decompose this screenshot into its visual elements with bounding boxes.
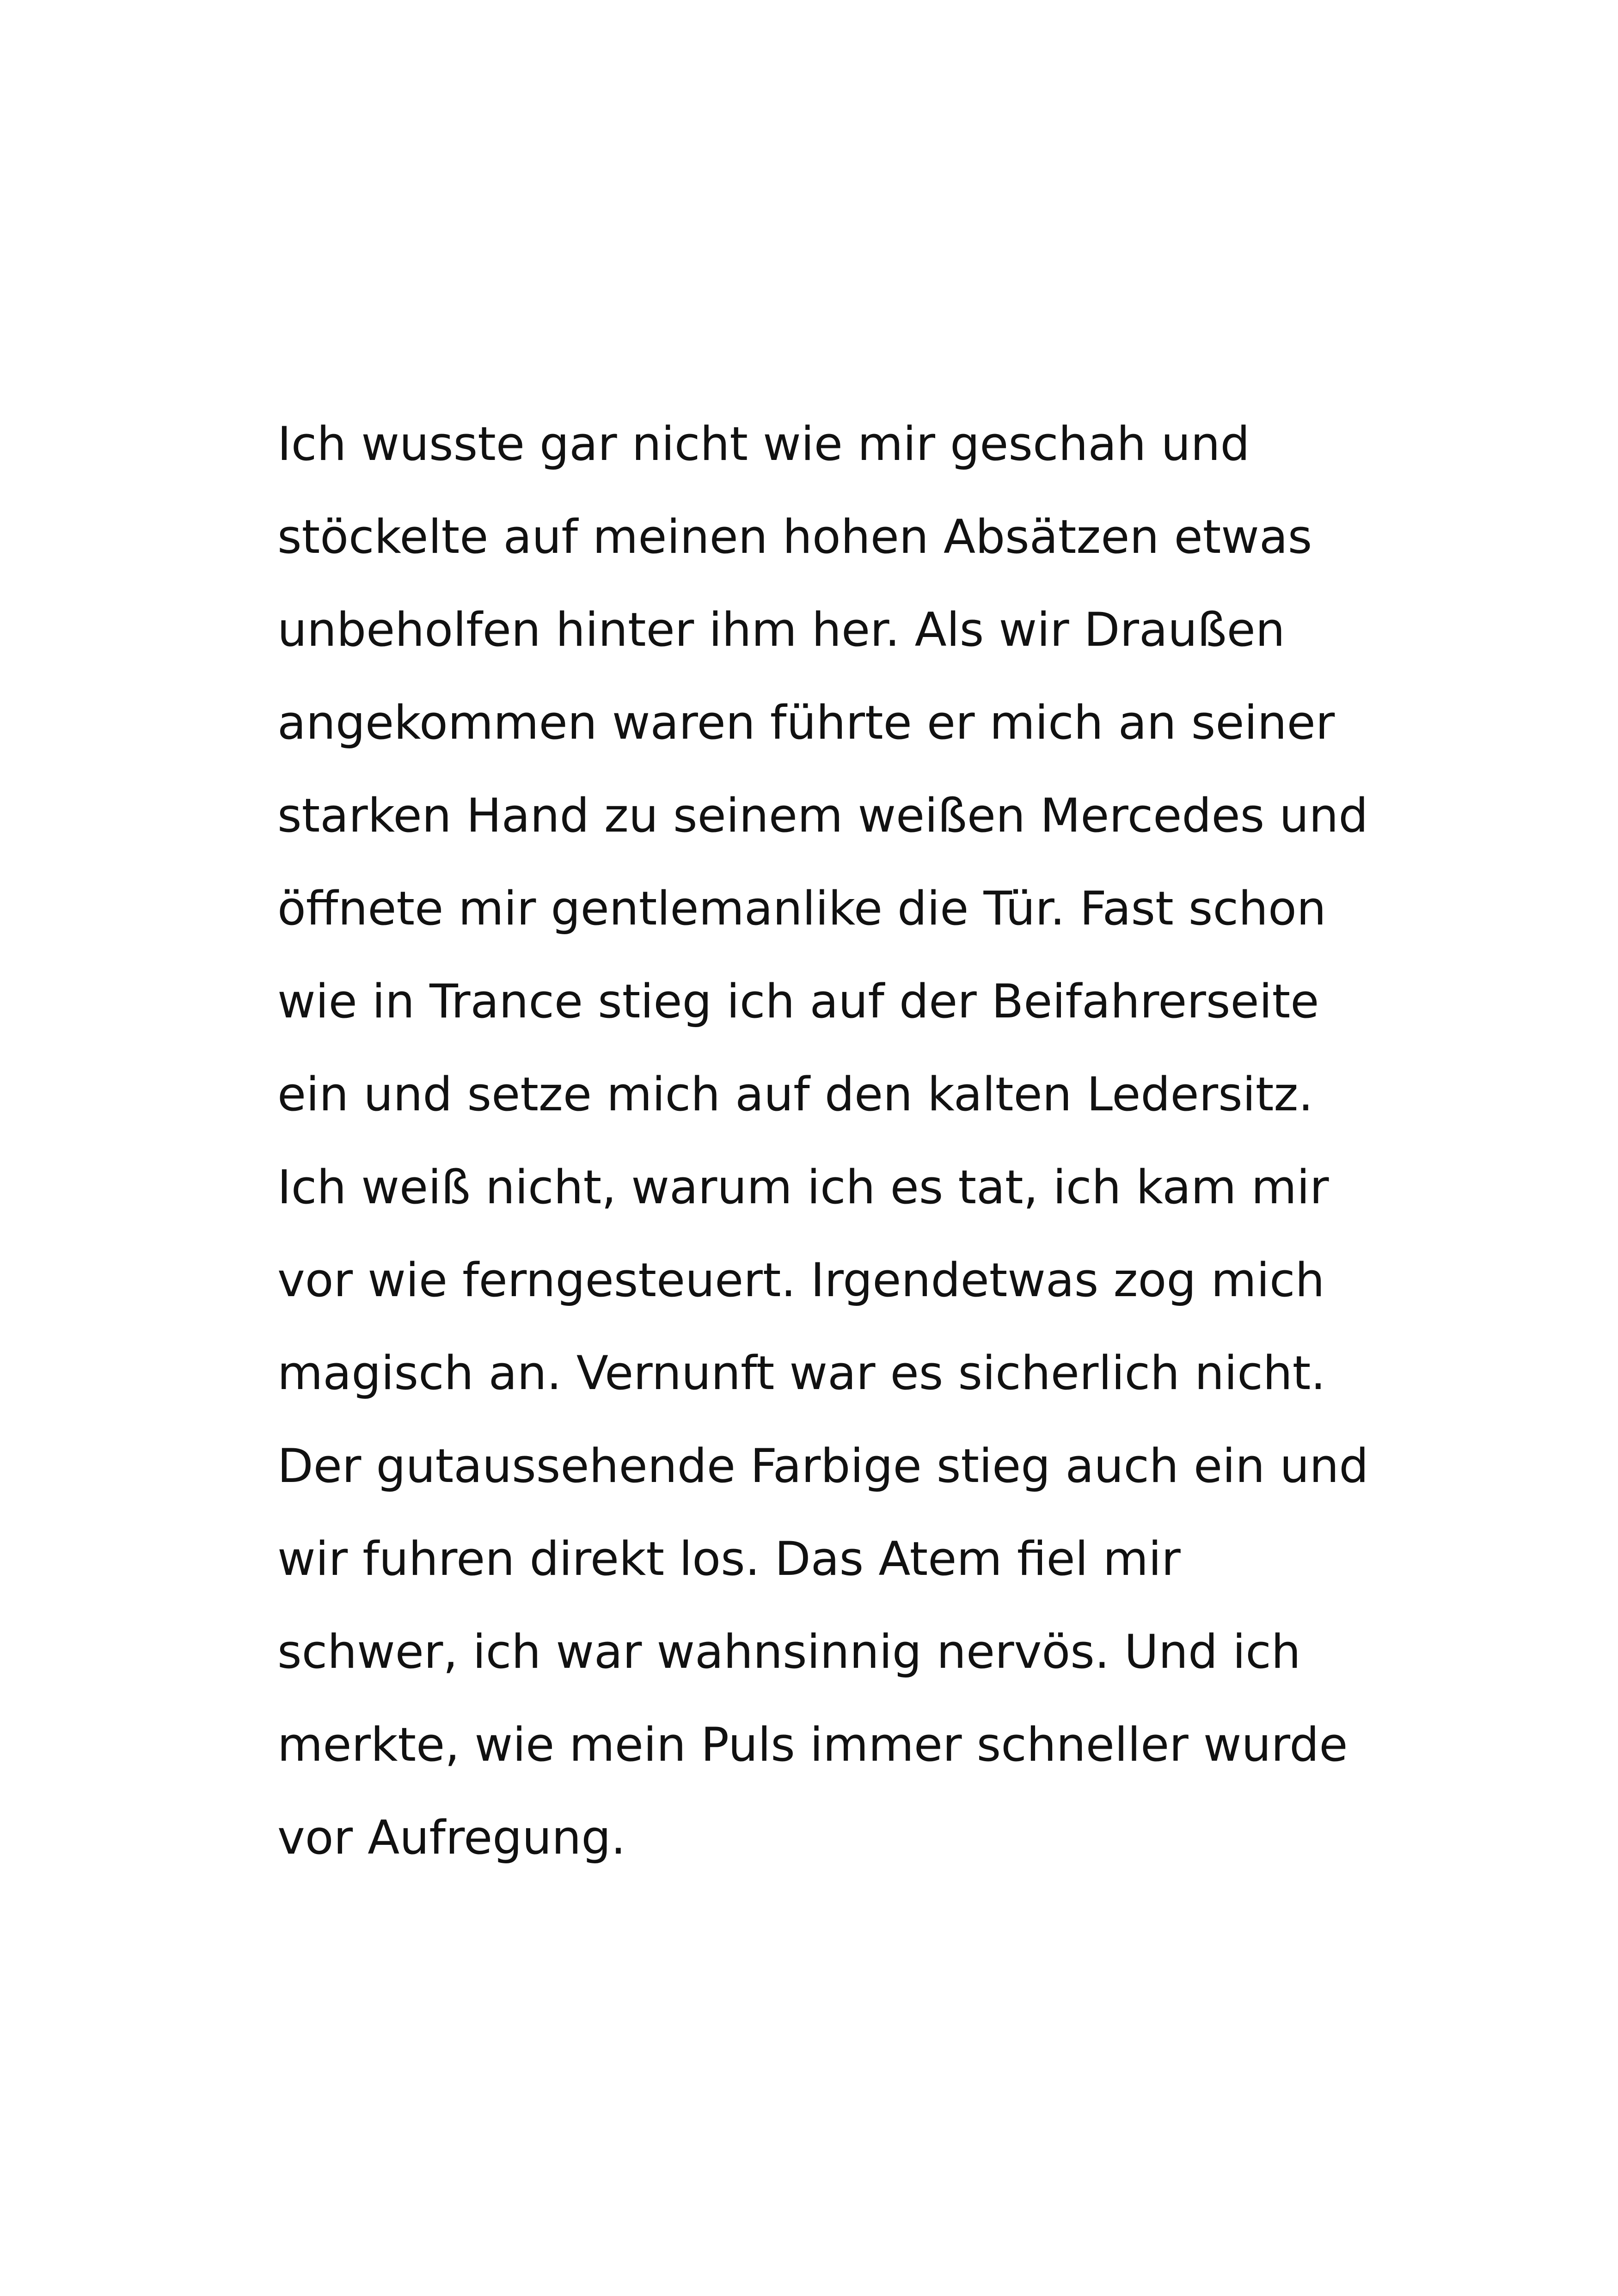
body-paragraph bbox=[277, 416, 1433, 1903]
text-line: starken Hand zu seinem weißen Mercedes und bbox=[277, 788, 1368, 843]
text-line: vor Aufregung. bbox=[277, 1810, 626, 1865]
text-line: Ich wusste gar nicht wie mir geschah und bbox=[277, 416, 1250, 471]
text-line: stöckelte auf meinen hohen Absätzen etwas bbox=[277, 509, 1312, 564]
text-line: ein und setze mich auf den kalten Ledersitz. bbox=[277, 1067, 1313, 1121]
text-line: angekommen waren führte er mich an seiner bbox=[277, 695, 1335, 750]
text-line: Ich weiß nicht, warum ich es tat, ich kam mir bbox=[277, 1160, 1329, 1214]
text-line: schwer, ich war wahnsinnig nervös. Und ich bbox=[277, 1624, 1301, 1679]
text-line: vor wie ferngesteuert. Irgendetwas zog mich bbox=[277, 1253, 1325, 1307]
text-line: Der gutaussehende Farbige stieg auch ein und bbox=[277, 1439, 1369, 1493]
text-line: wie in Trance stieg ich auf der Beifahrerseite bbox=[277, 974, 1319, 1029]
text-line: magisch an. Vernunft war es sicherlich nicht. bbox=[277, 1346, 1326, 1400]
text-line: unbeholfen hinter ihm her. Als wir Draußen bbox=[277, 602, 1285, 657]
text-line: wir fuhren direkt los. Das Atem fiel mir bbox=[277, 1531, 1181, 1586]
text-line: öffnete mir gentlemanlike die Tür. Fast schon bbox=[277, 881, 1326, 936]
text-line: merkte, wie mein Puls immer schneller wurde bbox=[277, 1717, 1348, 1772]
